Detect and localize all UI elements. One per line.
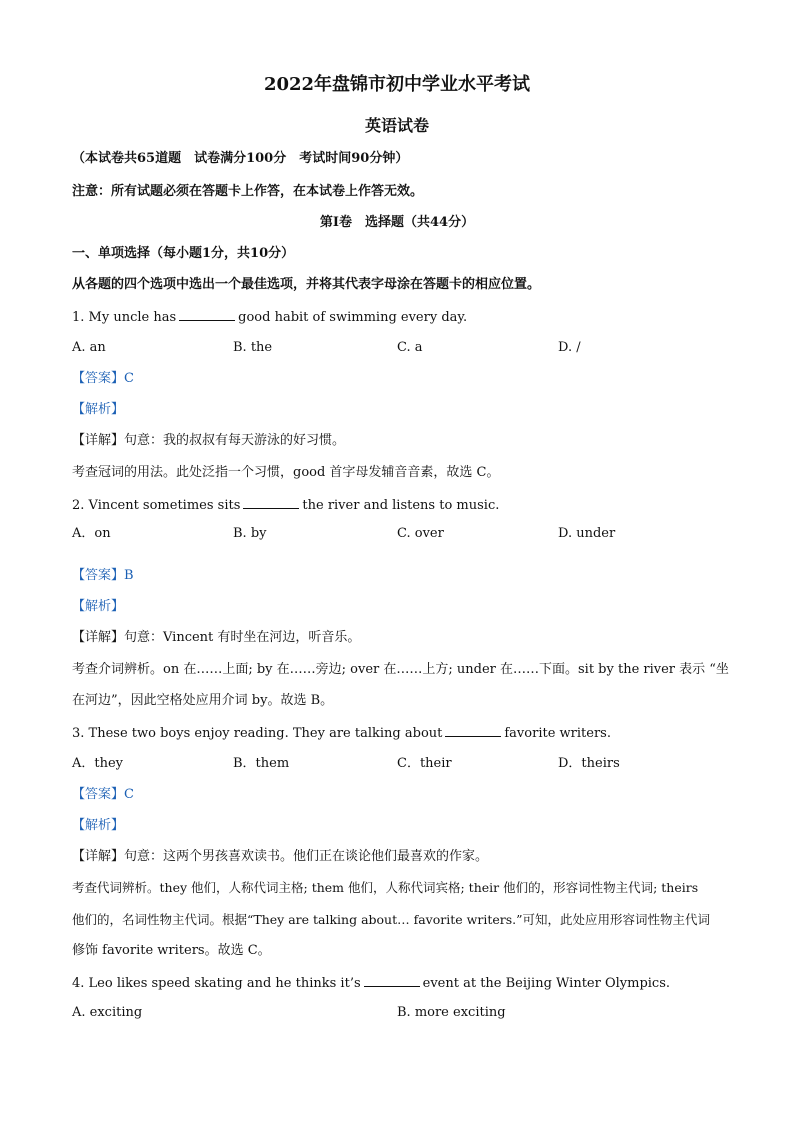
exam-notice: 注意：所有试题必须在答题卡上作答，在本试卷上作答无效。 (72, 184, 424, 199)
question-4-option-a: A. exciting (72, 1005, 143, 1020)
answer-blank (364, 974, 420, 987)
question-1-option-d: D. / (558, 340, 581, 355)
answer-blank (179, 308, 235, 321)
question-4-stem (72, 974, 670, 992)
part-heading: 第Ⅰ卷 选择题（共44分） (319, 215, 475, 230)
question-3-detail: 【详解】句意：这两个男孩喜欢读书。他们正在谈论他们最喜欢的作家。 (72, 849, 489, 864)
question-1-option-a: A. an (72, 340, 106, 355)
question-1-option-c: C. a (397, 340, 423, 355)
answer-blank (445, 724, 501, 737)
question-3-stem (72, 724, 611, 742)
question-3-explain-line-2: 他们的，名词性物主代词。根据“They are talking about… favorite writers.”可知，此处应用形容词性物主代词 (72, 912, 710, 927)
question-3-option-d: D．theirs (558, 756, 620, 771)
question-4-option-b: B. more exciting (397, 1005, 506, 1020)
question-4-stem-before: 4. Leo likes speed skating and he thinks it’s (72, 976, 361, 991)
question-2-explain-line-2: 在河边”，因此空格处应用介词 by。故选 B。 (72, 693, 334, 708)
question-1-stem (72, 308, 467, 326)
question-2-option-a: A．on (72, 526, 111, 541)
question-3-explain-line-1: 考查代词辨析。they 他们，人称代词主格; them 他们，人称代词宾格; their 他们的，形容词性物主代词; theirs (72, 880, 699, 895)
question-4-stem-after: event at the Beijing Winter Olympics. (422, 976, 671, 991)
question-2-detail: 【详解】句意：Vincent 有时坐在河边，听音乐。 (72, 630, 361, 645)
question-2-stem (72, 496, 499, 514)
exam-subtitle: 英语试卷 (364, 116, 429, 135)
exam-title: 2022年盘锦市初中学业水平考试 (263, 74, 531, 95)
question-2-option-c: C. over (397, 526, 444, 541)
section-instruction: 从各题的四个选项中选出一个最佳选项，并将其代表字母涂在答题卡的相应位置。 (72, 277, 541, 292)
question-1-option-b: B. the (233, 340, 273, 355)
question-3-explain-line-3: 修饰 favorite writers。故选 C。 (72, 943, 271, 958)
question-3-option-b: B．them (233, 756, 290, 771)
question-2-stem-after: the river and listens to music. (302, 498, 500, 513)
question-2-answer: 【答案】B (72, 568, 134, 583)
section-heading: 一、单项选择（每小题1分，共10分） (72, 246, 295, 261)
question-3-analysis: 【解析】 (72, 818, 125, 833)
question-2-explain-line-1: 考查介词辨析。on 在……上面; by 在……旁边; over 在……上方; under 在……下面。sit by the river 表示 “坐 (72, 662, 729, 677)
question-1-analysis: 【解析】 (72, 402, 125, 417)
question-3-stem-before: 3. These two boys enjoy reading. They are talking about (72, 726, 443, 741)
question-2-analysis: 【解析】 (72, 599, 125, 614)
question-2-option-d: D. under (558, 526, 616, 541)
exam-info: （本试卷共65道题 试卷满分100分 考试时间90分钟） (72, 151, 409, 166)
question-1-answer: 【答案】C (72, 371, 134, 386)
answer-blank (243, 496, 299, 509)
question-3-option-c: C．their (397, 756, 452, 771)
question-1-stem-after: good habit of swimming every day. (238, 310, 468, 325)
question-3-answer: 【答案】C (72, 787, 134, 802)
question-3-option-a: A．they (72, 756, 124, 771)
question-1-explain: 考查冠词的用法。此处泛指一个习惯，good 首字母发辅音音素，故选 C。 (72, 465, 500, 480)
question-3-stem-after: favorite writers. (504, 726, 611, 741)
question-1-stem-before: 1. My uncle has (72, 310, 177, 325)
question-1-detail: 【详解】句意：我的叔叔有每天游泳的好习惯。 (72, 433, 346, 448)
question-2-option-b: B. by (233, 526, 267, 541)
question-2-stem-before: 2. Vincent sometimes sits (72, 498, 241, 513)
